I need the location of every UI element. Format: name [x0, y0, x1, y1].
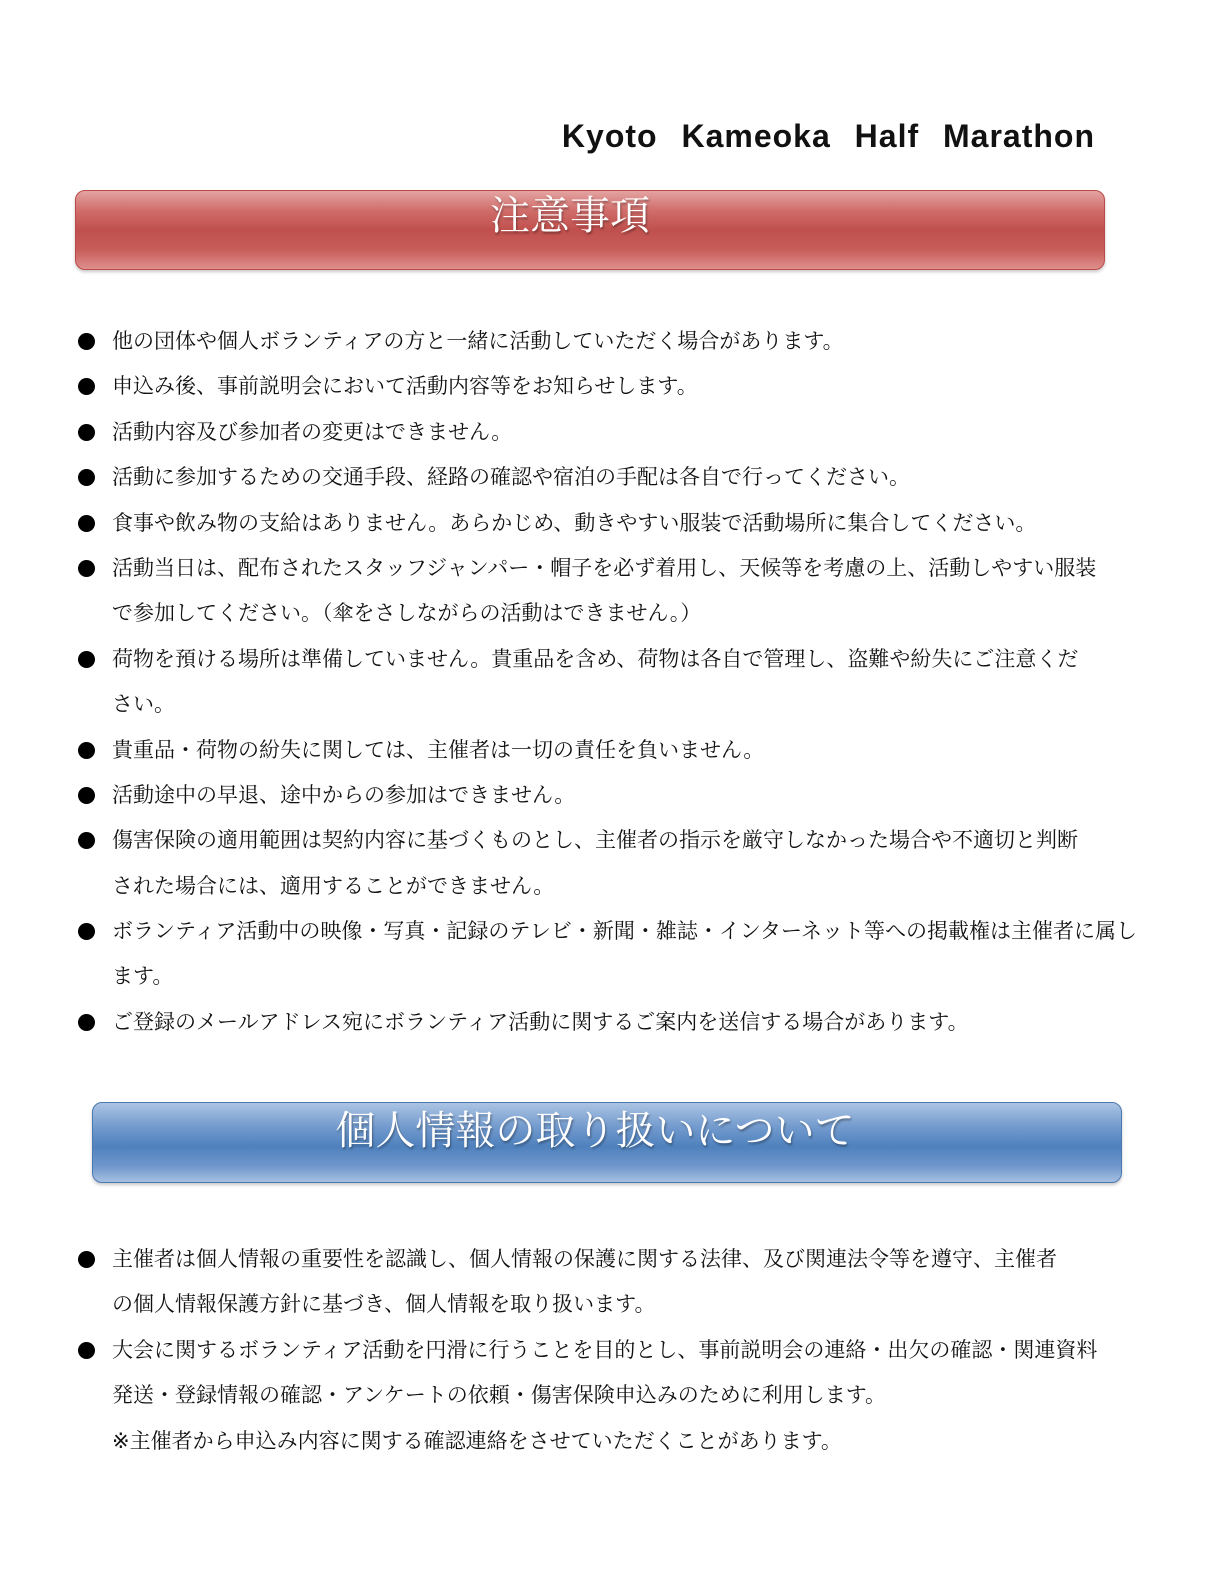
list-item-text: 荷物を預ける場所は準備していません。貴重品を含め、荷物は各自で管理し、盗難や紛失にご注意くだ	[112, 646, 1079, 671]
list-item-text: 申込み後、事前説明会において活動内容等をお知らせします。	[112, 374, 698, 399]
list-item-text: 他の団体や個人ボランティアの方と一緒に活動していただく場合があります。	[112, 329, 844, 353]
list-item-text: 活動当日は、配布されたスタッフジャンパー・帽子を必ず着用し、天候等を考慮の上、活動しやすい服装	[112, 555, 1097, 580]
list-item-text: ます。	[112, 964, 174, 989]
bullet-icon	[78, 832, 95, 849]
list-item-text: 発送・登録情報の確認・アンケートの依頼・傷害保険申込みのために利用します。	[112, 1383, 887, 1408]
list-item-text: さい。	[112, 692, 175, 717]
bullet-icon	[78, 378, 95, 395]
notices-list	[70, 319, 1190, 1045]
bullet-icon	[78, 515, 95, 532]
list-item	[112, 818, 1190, 909]
list-item-text: 活動に参加するための交通手段、経路の確認や宿泊の手配は各自で行ってください。	[112, 465, 910, 490]
bullet-icon	[78, 469, 95, 486]
list-item-text: 傷害保険の適用範囲は契約内容に基づくものとし、主催者の指示を厳守しなかった場合や不適切と判断	[112, 828, 1078, 853]
list-item	[112, 1000, 1190, 1045]
privacy-list	[70, 1237, 1190, 1464]
list-item	[112, 728, 1190, 773]
bullet-icon	[78, 923, 95, 940]
list-item	[112, 637, 1190, 728]
document-title: Kyoto Kameoka Half Marathon	[561, 118, 1095, 154]
list-item-text: ご登録のメールアドレス宛にボランティア活動に関するご案内を送信する場合があります。	[112, 1009, 969, 1034]
list-item	[112, 1328, 1190, 1464]
list-item-text: 活動内容及び参加者の変更はできません。	[112, 419, 513, 444]
bullet-icon	[78, 560, 95, 577]
list-item-text: 大会に関するボランティア活動を円滑に行うことを目的とし、事前説明会の連絡・出欠の確認・関連資料	[112, 1337, 1098, 1362]
list-item-text: 主催者は個人情報の重要性を認識し、個人情報の保護に関する法律、及び関連法令等を遵守、主催者	[112, 1247, 1057, 1271]
list-item	[112, 364, 1190, 409]
list-item-note: ※主催者から申込み内容に関する確認連絡をさせていただくことがあります。	[112, 1428, 842, 1453]
list-item	[112, 909, 1190, 1000]
list-item-text: で参加してください。（傘をさしながらの活動はできません。）	[112, 601, 702, 626]
list-item	[112, 410, 1190, 455]
privacy-heading: 個人情報の取り扱いについて	[335, 1108, 855, 1154]
bullet-icon	[78, 651, 95, 668]
list-item	[112, 1237, 1190, 1328]
bullet-icon	[78, 333, 95, 350]
list-item-text: された場合には、適用することができません。	[112, 873, 555, 898]
list-item	[112, 546, 1190, 637]
list-item	[112, 319, 1190, 364]
list-item-text: 貴重品・荷物の紛失に関しては、主催者は一切の責任を負いません。	[112, 737, 765, 762]
bullet-icon	[78, 424, 95, 441]
bullet-icon	[78, 1342, 95, 1359]
list-item-text: の個人情報保護方針に基づき、個人情報を取り扱います。	[112, 1292, 656, 1317]
list-item	[112, 501, 1190, 546]
notices-heading: 注意事項	[490, 193, 650, 239]
bullet-icon	[78, 742, 95, 759]
bullet-icon	[78, 1251, 95, 1268]
bullet-icon	[78, 787, 95, 804]
list-item	[112, 773, 1190, 818]
list-item	[112, 455, 1190, 500]
notices-heading-banner	[75, 190, 1105, 270]
privacy-heading-banner	[92, 1102, 1122, 1183]
bullet-icon	[78, 1014, 95, 1031]
list-item-text: ボランティア活動中の映像・写真・記録のテレビ・新聞・雑誌・インターネット等への掲載権は主催者に属し	[112, 919, 1138, 944]
list-item-text: 活動途中の早退、途中からの参加はできません。	[112, 782, 576, 807]
list-item-text: 食事や飲み物の支給はありません。あらかじめ、動きやすい服装で活動場所に集合してください。	[112, 510, 1037, 535]
